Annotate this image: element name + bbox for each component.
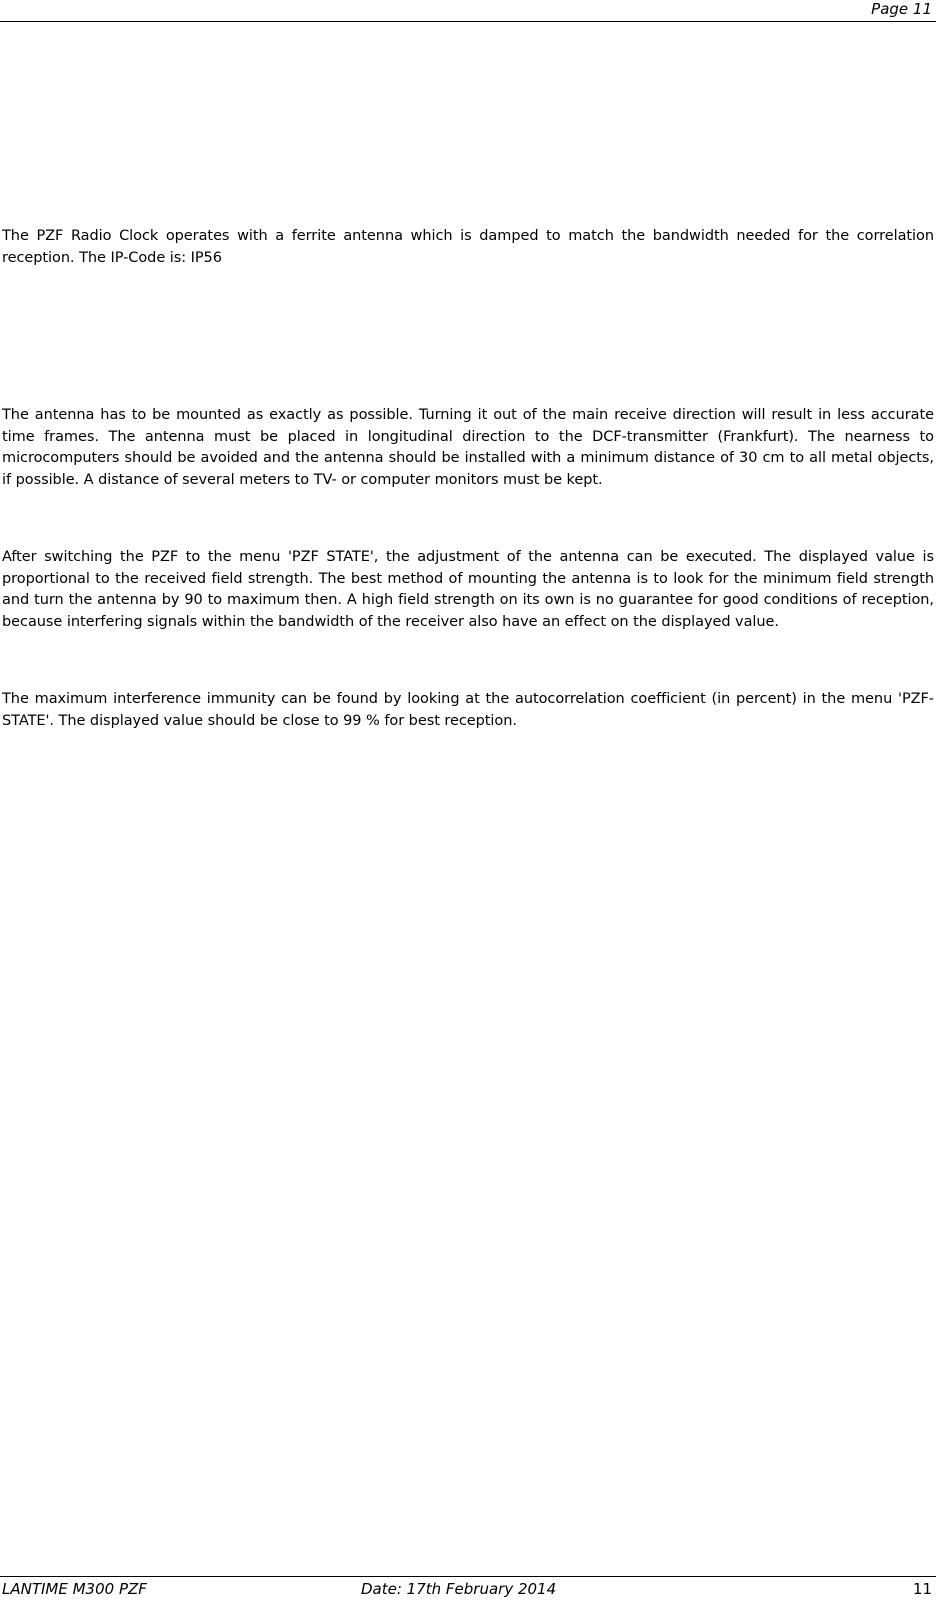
paragraph-antenna-mounting: The antenna has to be mounted as exactly as possible. Turning it out of the main receive direction will result in less accurate time frames. The antenna must be placed in longitudinal direction to the DCF-transmitter (Frankfurt). The nearness to microcomputers should be avoided and the antenna should be installed with a minimum distance of 30 cm to all metal objects, if possible. A distance of several meters to TV- or computer monitors must be kept. — [2, 407, 934, 488]
paragraph-interference-immunity: The maximum interference immunity can be found by looking at the autocorrelation coefficient (in percent) in the menu 'PZF-STATE'. The displayed value should be close to 99 % for best reception. — [2, 691, 934, 729]
footer-page-number: 11 — [912, 1580, 932, 1598]
running-head: Page 11 — [871, 0, 932, 18]
paragraph-antenna-adjustment: After switching the PZF to the menu 'PZF STATE', the adjustment of the antenna can be executed. The displayed value is proportional to the received field strength. The best method of mounting the antenna is to look for the minimum field strength and turn the antenna by 90 to maximum then. A high field strength on its own is no guarantee for good conditions of reception, because interfering signals within the bandwidth of the receiver also have an effect on the displayed value. — [2, 549, 934, 630]
footer-rule — [0, 1576, 936, 1577]
footer-product: LANTIME M300 PZF — [2, 1580, 147, 1598]
header-rule — [0, 21, 936, 22]
paragraph-antenna-intro: The PZF Radio Clock operates with a ferrite antenna which is damped to match the bandwidth needed for the correlation reception. The IP-Code is: IP56 — [2, 228, 934, 266]
footer-date: Date: 17th February 2014 — [361, 1580, 557, 1598]
